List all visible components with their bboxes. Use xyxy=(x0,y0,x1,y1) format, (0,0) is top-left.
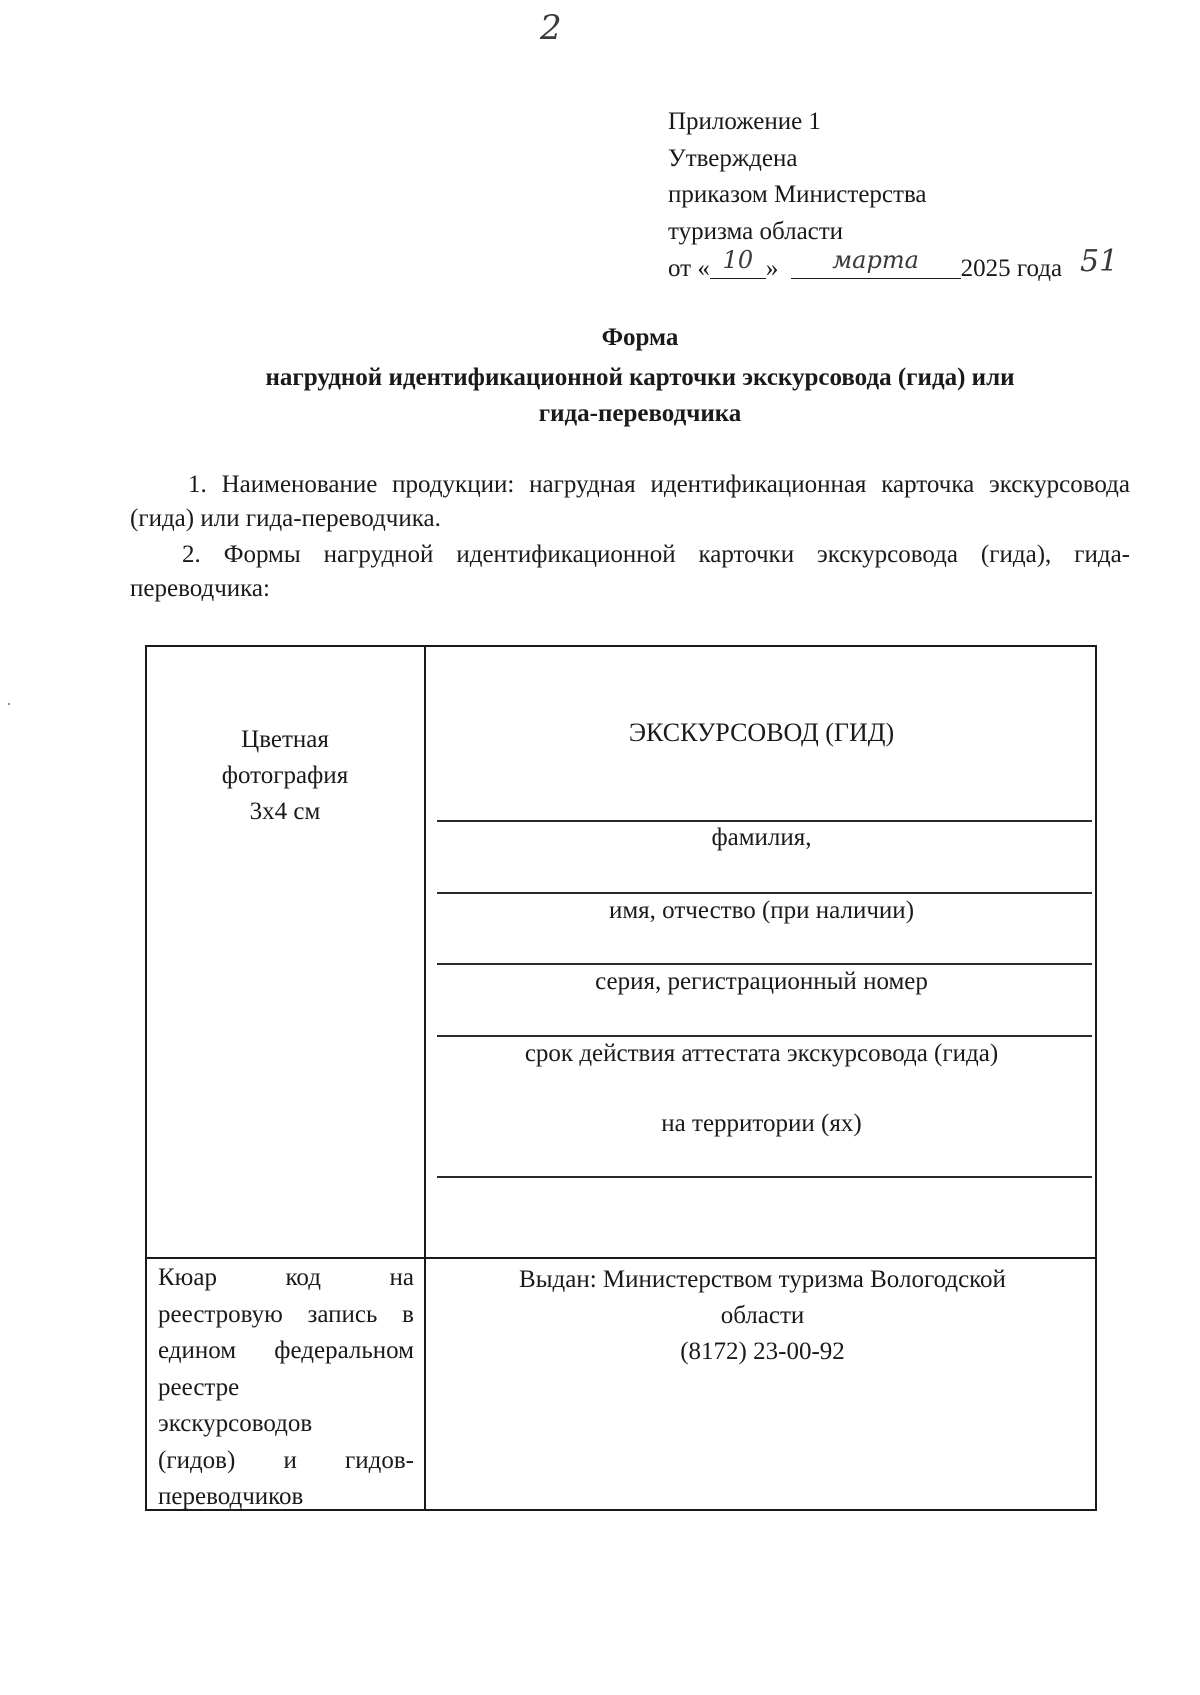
date-quote-close: » xyxy=(765,255,779,282)
month-blank xyxy=(791,246,961,279)
photo-label-line: фотография xyxy=(221,762,349,789)
appendix-line: Приложение 1 xyxy=(668,108,821,135)
appendix-block xyxy=(668,104,1062,288)
qr-caption-line: экскурсоводов xyxy=(158,1410,313,1437)
ministry-line: туризма области xyxy=(668,217,844,245)
qr-caption-line: Кюар код на xyxy=(158,1264,414,1291)
year-suffix: 2025 года xyxy=(960,255,1063,282)
approved-line: Утверждена xyxy=(668,144,798,172)
date-line xyxy=(668,246,1063,288)
paragraph-2 xyxy=(130,538,1130,606)
qr-caption-line: переводчиков xyxy=(158,1483,304,1510)
issuer-cell xyxy=(430,1262,1095,1370)
handwritten-day: 10 xyxy=(722,246,754,274)
qr-caption-line: реестре xyxy=(158,1373,240,1401)
surname-line xyxy=(437,820,1092,822)
photo-label-line: Цветная xyxy=(241,726,329,753)
document-subtitle-line2: гида-переводчика xyxy=(538,400,742,427)
paragraph-1-text: 1. Наименование продукции: нагрудная идентификационная карточка экскурсовода (гида) или гида-переводчика. xyxy=(130,471,1130,532)
issuer-phone: (8172) 23-00-92 xyxy=(680,1338,845,1365)
handwritten-order-number: 51 xyxy=(1080,244,1119,279)
validity-caption: срок действия аттестата экскурсовода (гида) xyxy=(524,1040,999,1067)
paragraph-1 xyxy=(130,468,1130,536)
territory-line xyxy=(437,1176,1092,1178)
surname-caption: фамилия, xyxy=(711,824,812,851)
issuer-region-line: области xyxy=(720,1302,805,1329)
paragraph-2-text: 2. Формы нагрудной идентификационной карточки экскурсовода (гида), гида-переводчика: xyxy=(130,541,1130,602)
badge-heading: ЭКСКУРСОВОД (ГИД) xyxy=(628,718,895,747)
series-line xyxy=(437,963,1092,965)
date-prefix: от « xyxy=(668,255,710,282)
name-patronymic-caption: имя, отчество (при наличии) xyxy=(608,897,915,924)
day-blank xyxy=(710,246,766,279)
handwritten-month: марта xyxy=(832,246,919,274)
document-subtitle-line1: нагрудной идентификационной карточки экскурсовода (гида) или xyxy=(265,364,1015,391)
qr-caption-line: (гидов) и гидов- xyxy=(158,1446,414,1474)
qr-caption-line: едином федеральном xyxy=(158,1337,414,1364)
series-number-caption: серия, регистрационный номер xyxy=(595,968,928,995)
photo-size-label: 3х4 см xyxy=(249,798,321,825)
validity-line xyxy=(437,1035,1092,1037)
table-column-divider xyxy=(424,645,426,1511)
table-row-divider xyxy=(145,1257,1097,1259)
qr-caption-line: реестровую запись в xyxy=(158,1300,414,1328)
name-line xyxy=(437,892,1092,894)
photo-placeholder xyxy=(150,722,420,830)
document-title: Форма xyxy=(601,324,679,351)
territory-caption: на территории (ях) xyxy=(661,1110,862,1137)
order-line: приказом Министерства xyxy=(668,181,927,208)
handwritten-page-number: 2 xyxy=(540,8,562,48)
scan-speck xyxy=(8,703,10,705)
qr-code-cell xyxy=(158,1260,414,1516)
issuer-line: Выдан: Министерством туризма Вологодской xyxy=(519,1266,1006,1293)
